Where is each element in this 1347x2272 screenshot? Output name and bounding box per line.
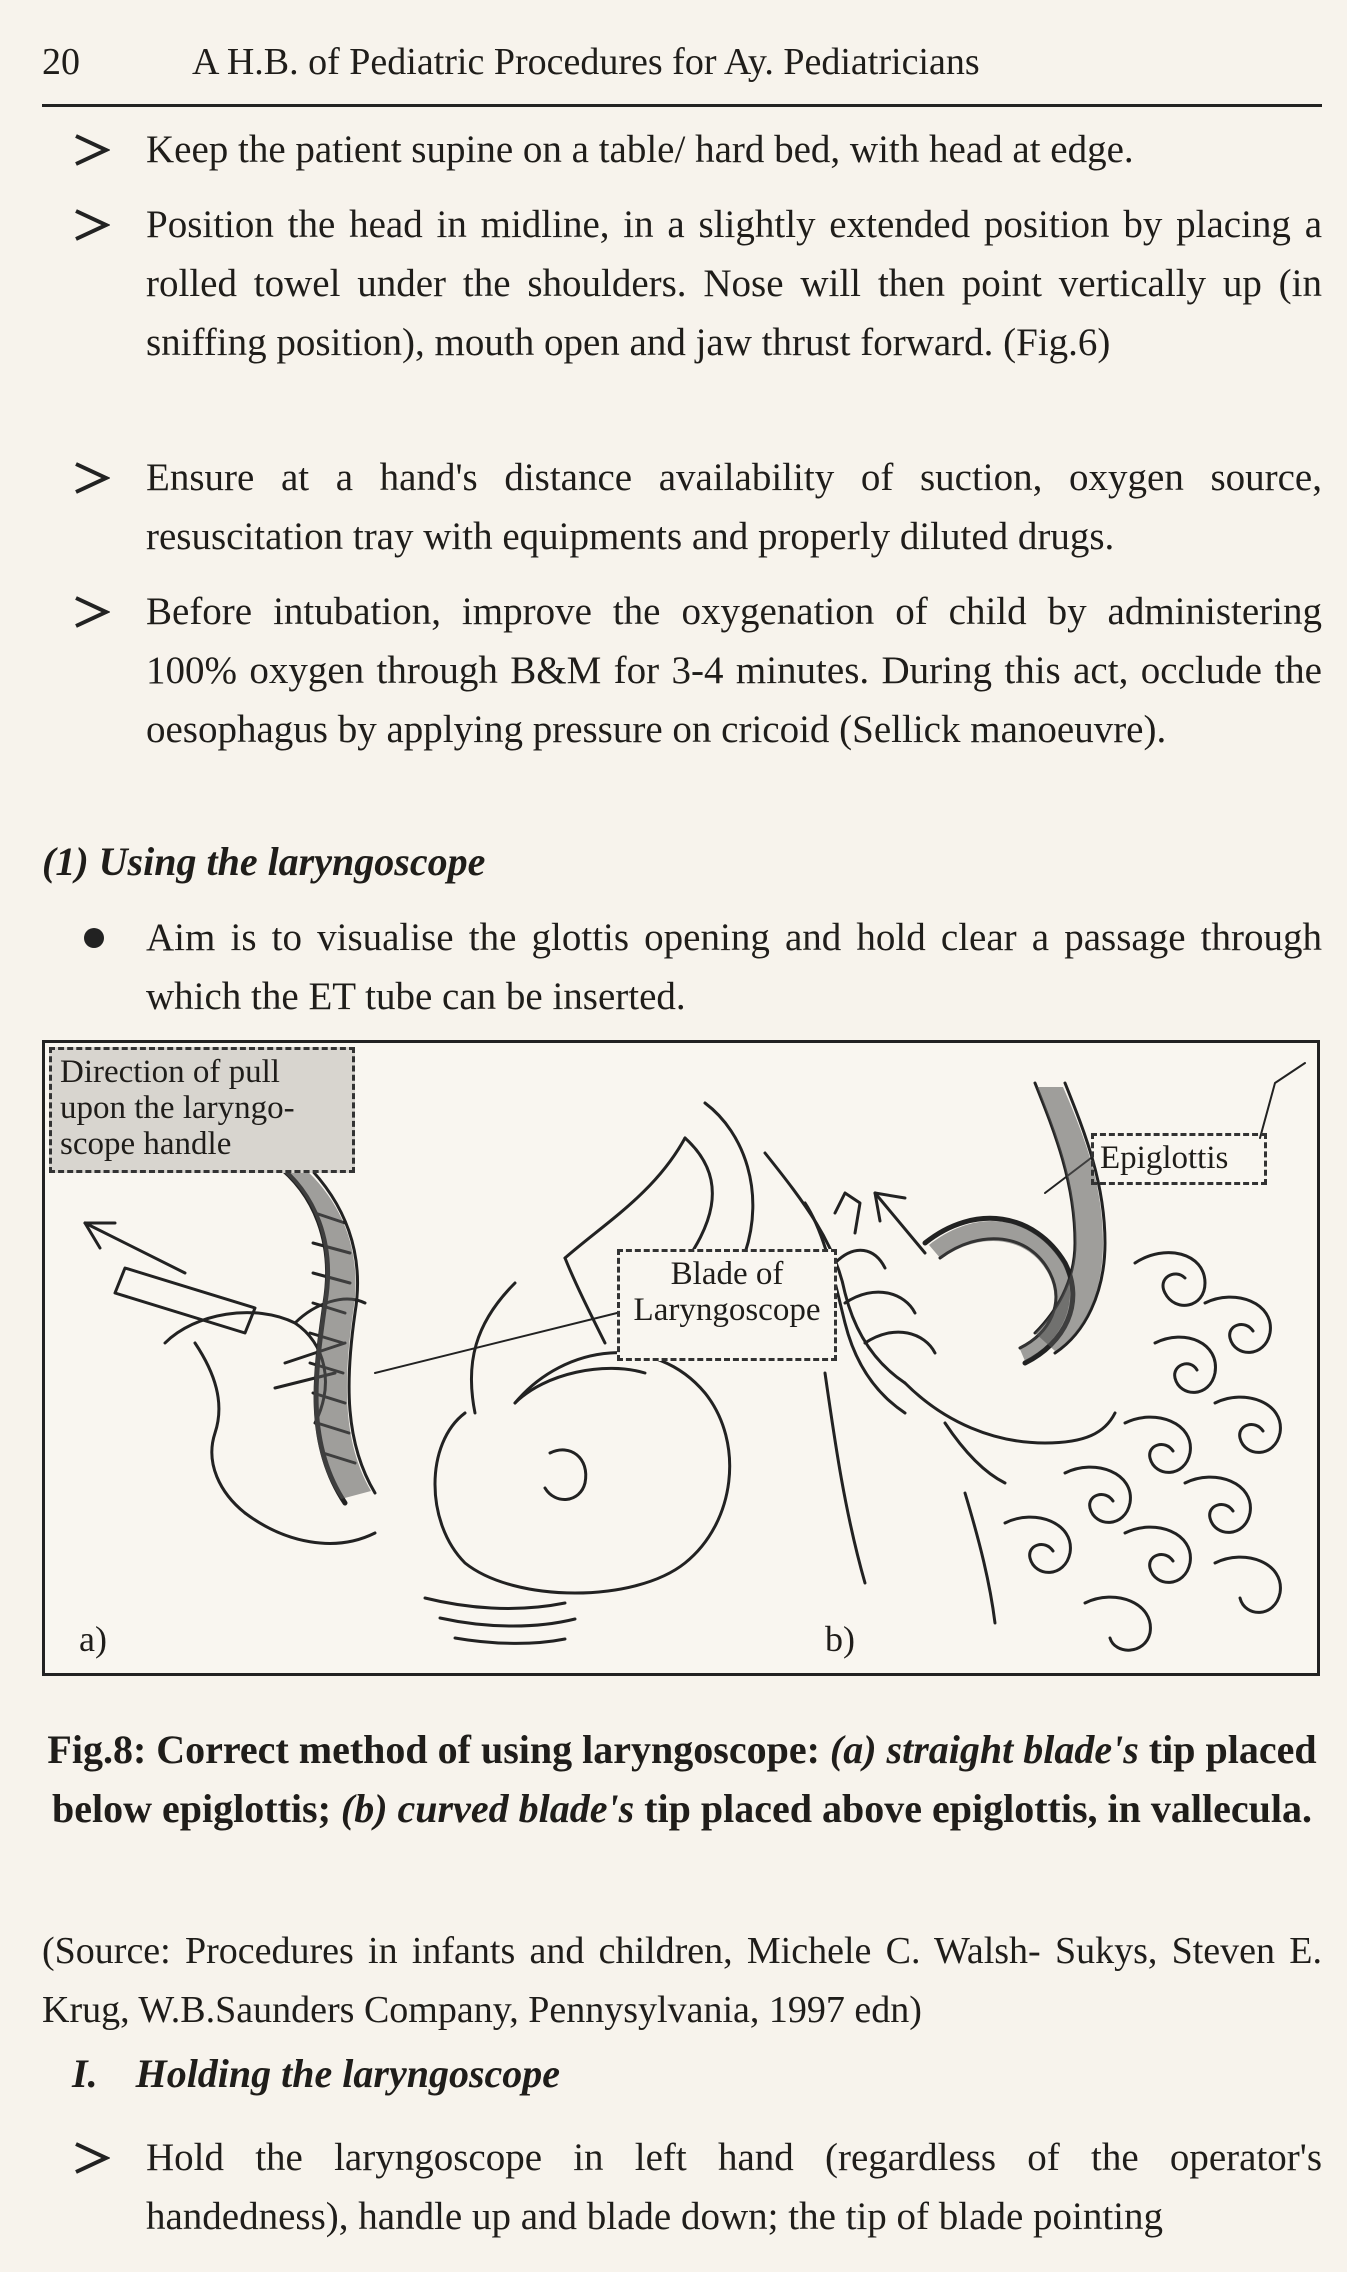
- caption-part: (b) curved blade's: [340, 1786, 635, 1831]
- list-item-text: Aim is to visualise the glottis opening and hold clear a passage through which the ET tube can be inserted.: [146, 916, 1322, 1018]
- list-item: [72, 2128, 1322, 2246]
- list-item: [72, 908, 1322, 1026]
- list-item-text: Keep the patient supine on a table/ hard bed, with head at edge.: [146, 128, 1134, 171]
- list-item-text: Position the head in midline, in a slightly extended position by placing a rolled towel under the shoulders. Nose will then point vertically up (in sniffing position), mouth open and jaw thrust forward. (Fig.6): [146, 203, 1322, 364]
- callout-epiglottis: Epiglottis: [1091, 1133, 1267, 1185]
- header-rule: [42, 104, 1322, 107]
- panel-label-b: b): [825, 1619, 855, 1659]
- callout-pull-direction: Direction of pull upon the laryngo-scope handle: [49, 1047, 355, 1173]
- callout-blade: Blade of Laryngoscope: [617, 1249, 837, 1361]
- arrowhead-bullet-icon: [72, 594, 110, 630]
- figure-8: [42, 1040, 1320, 1676]
- arrowhead-bullet-icon: [72, 2140, 110, 2176]
- figure-source: (Source: Procedures in infants and children, Michele C. Walsh- Sukys, Steven E. Krug, W.B.Saunders Company, Pennysylvania, 1997 edn): [42, 1930, 1322, 2031]
- list-item: [72, 448, 1322, 566]
- list-item: [72, 120, 1322, 179]
- list-item-text: Hold the laryngoscope in left hand (regardless of the operator's handedness), handle up and blade down; the tip of blade pointing: [146, 2136, 1322, 2238]
- arrowhead-bullet-icon: [72, 207, 110, 243]
- running-title: A H.B. of Pediatric Procedures for Ay. Pediatricians: [192, 41, 980, 83]
- figure-caption: [42, 1720, 1322, 1838]
- page-number: 20: [42, 41, 80, 83]
- list-item-text: Ensure at a hand's distance availability of suction, oxygen source, resuscitation tray with equipments and properly diluted drugs.: [146, 456, 1322, 558]
- running-header: [42, 38, 1322, 86]
- caption-part: tip placed above epiglottis, in vallecula.: [634, 1786, 1312, 1831]
- arrowhead-bullet-icon: [72, 132, 110, 168]
- section-numeral: I.: [72, 2051, 98, 2096]
- section-title: Holding the laryngoscope: [135, 2051, 561, 2096]
- dot-bullet-icon: [84, 928, 104, 948]
- list-item-text: Before intubation, improve the oxygenation of child by administering 100% oxygen through B&M for 3-4 minutes. During this act, occlude the oesophagus by applying pressure on cricoid (Sellick manoeuvre).: [146, 590, 1322, 751]
- panel-label-a: a): [79, 1619, 107, 1659]
- caption-part: (a) straight blade's: [829, 1727, 1139, 1772]
- caption-part: tip placed below epiglottis;: [52, 1727, 1317, 1831]
- list-item: [72, 582, 1322, 759]
- section-heading: [72, 2048, 560, 2100]
- caption-part: Fig.8: Correct method of using laryngoscope:: [47, 1727, 830, 1772]
- arrowhead-bullet-icon: [72, 460, 110, 496]
- section-heading: (1) Using the laryngoscope: [42, 839, 486, 884]
- list-item: [72, 195, 1322, 372]
